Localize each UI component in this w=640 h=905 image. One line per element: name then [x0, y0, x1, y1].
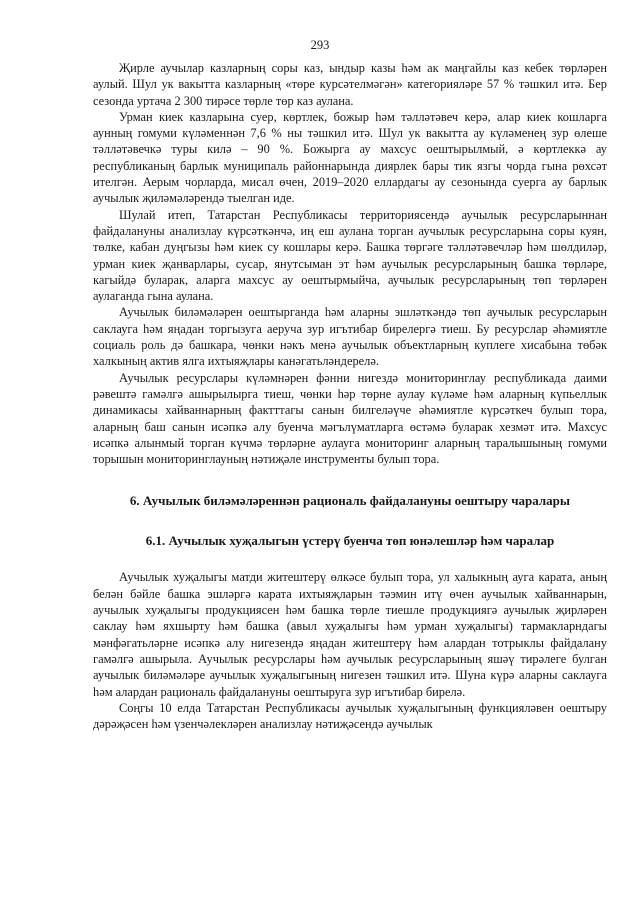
paragraph: Урман киек казларына суер, көртлек, божыр һәм тәлләтәвеч керә, алар киек кошларга аунның гомуми күләменнән 7,6 % ны тәшкил итә. Шул ук вакытта ау күләменең зур өлеше тәлләтәвечкә туры килә – 90 %. Божырга ау махсус оештырылмый, ә көртлеккә ау республиканың барлык муниципаль районнарында диярлек бары тик язгы чорда гына рөхсәт ителгән. Аерым чорларда, мисал өчен, 2019–2020 еллардагы ау сезонында суерга ау барлык аучылык җиләмәләрендә тыелган иде. — [93, 109, 607, 206]
paragraph: Аучылык хуҗалыгы матди житештерү өлкәсе булып тора, ул халыкның ауга карата, аның белән бәйле башка эшләргә карата ихтыяҗларын тәэмин итү өчен аучылык хайваннарын, аучылык хуҗалыгы продукциясен һәм башка төрле тиешле продукциягә аучылык җирләрен саклау һәм яхшырту һәм башка (авыл хуҗалыгы һәм урман хуҗалыгы) тармакларндагы мәнфәгатьләрне исәпкә алу нигезендә яңадан житештерү һәм алардан тотрыклы файдалану гамәлгә ашырыла. Аучылык ресурслары һәм аучылык ресурсларының яшәү тирәлеге булган аучылык биләмәләре аучылык хуҗалыгының нигезен тәшкил итә. Шуна күрә аларны саклауга һәм алардан рациональ файдалануны оештыруга зур игътибар бирелә. — [93, 570, 607, 699]
section-heading: 6. Аучылык биләмәләреннән рациональ файдалануны оештыру чаралары — [129, 493, 571, 509]
paragraph: Җирле аучылар казларның соры каз, ындыр казы һәм ак маңгайлы каз кебек төрләрен аулый. Шул ук вакытта казларның «төре курсәтелмәгән» категорияләре 57 % тәшкил итә. Бер сезонда уртача 2 300 тирәсе төрле төр каз аулана. — [93, 61, 607, 108]
paragraph: Аучылык биләмәләрен оештырганда һәм аларны эшләткәндә төп аучылык ресурсларын саклауга һәм яңадан торгызуга аеруча зур игътибар бирелергә тиеш. Бу ресурслар әһәмиятле социаль роль дә башкара, чөнки нәкъ менә аучылык объектларның куплеге хисабына төбәк халкының актив ялга ихтыяҗлары канәгатьләндерелә. — [93, 305, 607, 369]
subsection-heading: 6.1. Аучылык хуҗалыгын үстерү буенча төп юнәлешләр һәм чаралар — [145, 532, 555, 548]
paragraph: Соңгы 10 елда Татарстан Республикасы аучылык хуҗалыгының функцияләвен оештыру дәрәҗәсен һәм үзенчәлекләрен анализлау нәтиҗәсендә аучылык — [93, 700, 607, 732]
page-body — [93, 60, 607, 732]
paragraph: Аучылык ресурслары күләмнәрен фәнни нигездә мониторинглау республикада даими рәвештә гамәлгә ашырылырга тиеш, чөнки һәр төрне аулау күләме һәм аларның күпьеллык динамикасы хайваннарның фактттагы санын билгеләүче әһәмиятле күрсәткеч булып тора, аларның баш санын исәпкә алу буенча мәгълүматларга өстәмә буларак хезмәт итә. Махсус исәпкә алынмый торган күчмә төрләрне аулауга мониторинг аларның таралышының гомуми торышын мониторинглауның нәтиҗәле инструменты булып тора. — [93, 370, 607, 467]
paragraph: Шулай итеп, Татарстан Республикасы территориясендә аучылык ресурсларыннан файдалануны анализлау күрсәткәнчә, иң еш аулана торган аучылык ресурсларына соры куян, төлке, кабан дуңгызы һәм киек су кошлары керә. Башка төргәге тәлләтәвечләр һәм шөлдиләр, урман киек җанварлары, сусар, янутсыман эт һәм аучылык ресурсларының башка төрләре, кагыйдә буларак, аларга махсус ау оештырмыйча, аучылык ресурсларының төп төрләрен аулаганда гына аулана. — [93, 207, 607, 304]
page-number: 293 — [310, 38, 330, 52]
